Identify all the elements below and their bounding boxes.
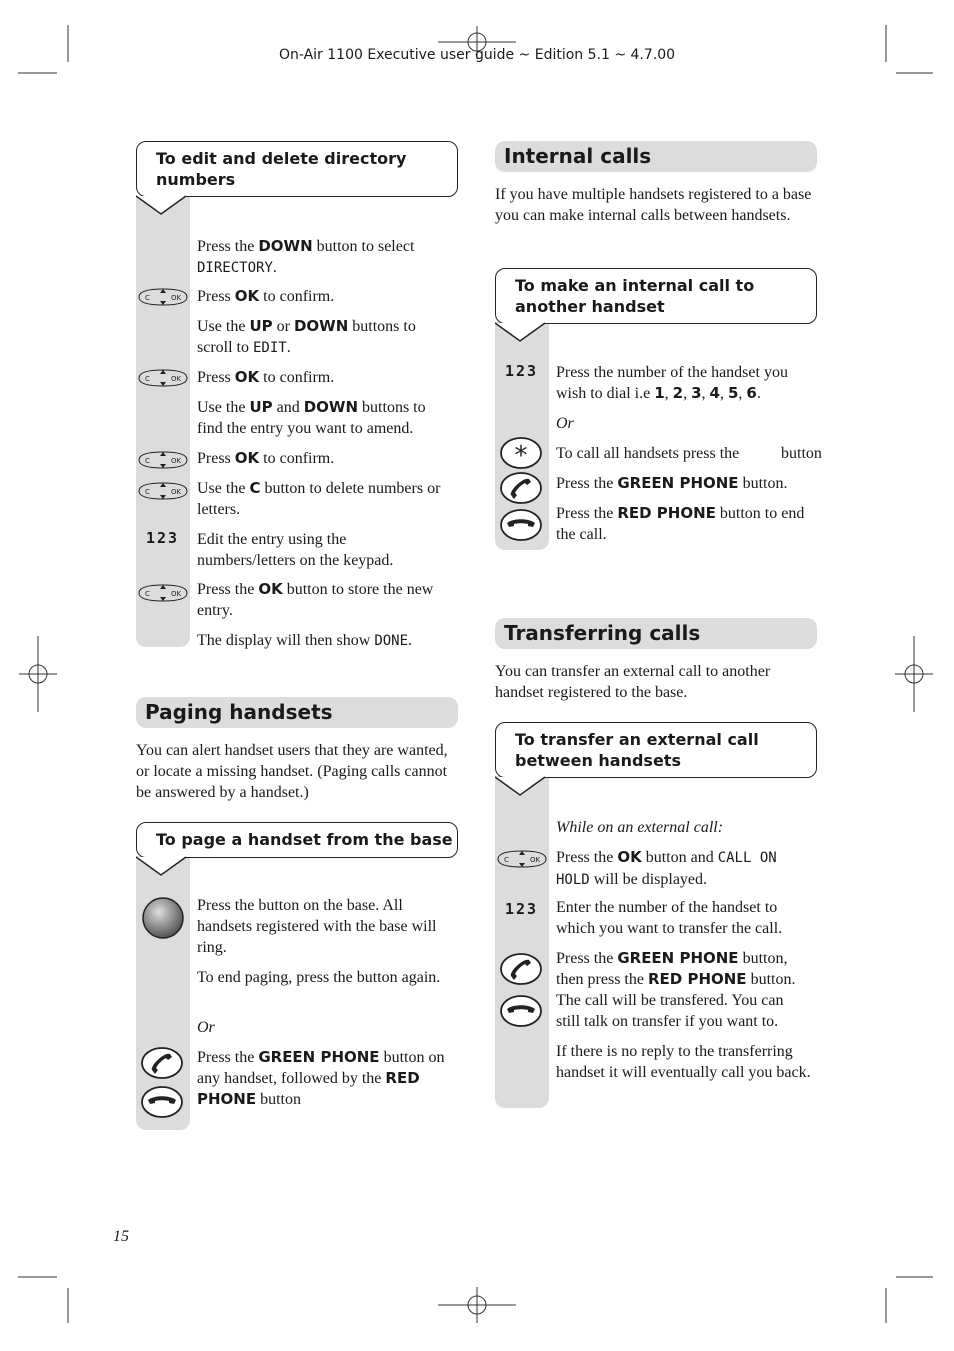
internal-title: To make an internal call to another handset <box>515 276 755 316</box>
svg-text:C: C <box>145 488 150 496</box>
transfer-heading: Transferring calls <box>495 618 817 649</box>
running-header: On-Air 1100 Executive user guide ~ Edition 5.1 ~ 4.7.00 <box>278 47 676 63</box>
paging-title: To page a handset from the base <box>156 830 453 849</box>
internal-or: Or <box>556 415 574 432</box>
paging-step-2: To end paging, press the button again. <box>197 969 441 986</box>
edit-step-4: Press OK to confirm. <box>197 368 335 386</box>
paging-step-3: Press the GREEN PHONE button on any handset, followed by the RED PHONE button <box>197 1048 445 1108</box>
transfer-title: To transfer an external call between handsets <box>515 730 759 770</box>
edit-delete-gutter <box>136 196 190 647</box>
paging-step-1: Press the button on the base. All handsets registered with the base will ring. <box>197 897 437 956</box>
base-page-button-icon <box>141 896 185 940</box>
svg-text:OK: OK <box>530 856 541 864</box>
svg-text:OK: OK <box>171 457 182 465</box>
c-ok-nav-icon <box>496 848 548 870</box>
green-phone-icon <box>499 471 543 505</box>
c-ok-nav-icon <box>137 449 189 471</box>
keypad-icon: 123 <box>505 362 539 380</box>
edit-step-9: Press the OK button to store the new entry. <box>197 580 434 619</box>
edit-delete-pointer <box>136 195 196 217</box>
internal-heading: Internal calls <box>495 141 817 172</box>
c-ok-nav-icon <box>137 286 189 308</box>
svg-text:C: C <box>145 590 150 598</box>
edit-step-6: Press OK to confirm. <box>197 449 335 467</box>
red-phone-icon <box>499 508 543 542</box>
red-phone-icon <box>499 994 543 1028</box>
green-phone-icon <box>499 952 543 986</box>
c-ok-nav-icon <box>137 480 189 502</box>
svg-text:OK: OK <box>171 590 182 598</box>
svg-text:C: C <box>145 457 150 465</box>
internal-title-box <box>495 268 817 324</box>
internal-step-3: Press the GREEN PHONE button. <box>556 474 788 492</box>
internal-pointer <box>495 322 555 344</box>
transfer-step-1: Press the OK button and CALL ON HOLD will be displayed. <box>556 848 777 888</box>
internal-step-2a: To call all handsets press the <box>556 445 740 462</box>
edit-step-1: Press the DOWN button to select DIRECTORY. <box>197 237 415 276</box>
keypad-icon: 123 <box>146 529 180 547</box>
transfer-while: While on an external call: <box>556 819 724 836</box>
svg-text:C: C <box>504 856 509 864</box>
svg-text:OK: OK <box>171 375 182 383</box>
internal-intro: If you have multiple handsets registered to a base you can make internal calls between handsets. <box>495 186 812 224</box>
transfer-title-box <box>495 722 817 778</box>
edit-step-10: The display will then show DONE. <box>197 632 413 649</box>
c-ok-nav-icon <box>137 367 189 389</box>
internal-step-1: Press the number of the handset you wish to dial i.e 1, 2, 3, 4, 5, 6. <box>556 364 788 402</box>
transfer-intro: You can transfer an external call to another handset registered to the base. <box>495 663 771 701</box>
c-ok-nav-icon <box>137 582 189 604</box>
star-key-icon <box>499 436 543 470</box>
edit-step-3: Use the UP or DOWN buttons to scroll to EDIT. <box>197 317 416 356</box>
svg-text:C: C <box>145 375 150 383</box>
svg-text:OK: OK <box>171 294 182 302</box>
transfer-step-3: Press the GREEN PHONE button, then press the RED PHONE button. The call will be transfered. You can still talk on transfer if you want to. <box>556 949 796 1030</box>
svg-text:*: * <box>514 441 528 470</box>
transfer-pointer <box>495 776 555 798</box>
transfer-step-4: If there is no reply to the transferring handset it will eventually call you back. <box>556 1043 811 1081</box>
red-phone-icon <box>140 1085 184 1119</box>
green-phone-icon <box>140 1046 184 1080</box>
edit-step-5: Use the UP and DOWN buttons to find the entry you want to amend. <box>197 398 426 437</box>
paging-title-box <box>136 822 458 858</box>
svg-text:OK: OK <box>171 488 182 496</box>
paging-heading: Paging handsets <box>136 697 458 728</box>
transfer-step-2: Enter the number of the handset to which you want to transfer the call. <box>556 899 783 937</box>
paging-or: Or <box>197 1019 215 1036</box>
edit-delete-title-box <box>136 141 458 197</box>
internal-step-4: Press the RED PHONE button to end the call. <box>556 504 805 543</box>
edit-step-7: Use the C button to delete numbers or letters. <box>197 479 441 518</box>
transfer-gutter <box>495 776 549 1108</box>
keypad-icon: 123 <box>505 900 539 918</box>
svg-text:C: C <box>145 294 150 302</box>
page-number: 15 <box>113 1228 129 1245</box>
edit-delete-title: To edit and delete directory numbers <box>156 149 407 189</box>
internal-step-2b: button <box>781 445 822 462</box>
paging-pointer <box>136 856 196 878</box>
paging-intro: You can alert handset users that they are wanted, or locate a missing handset. (Paging calls cannot be answered by a handset.) <box>136 742 448 801</box>
edit-step-8: Edit the entry using the numbers/letters on the keypad. <box>197 531 394 569</box>
edit-step-2: Press OK to confirm. <box>197 287 335 305</box>
